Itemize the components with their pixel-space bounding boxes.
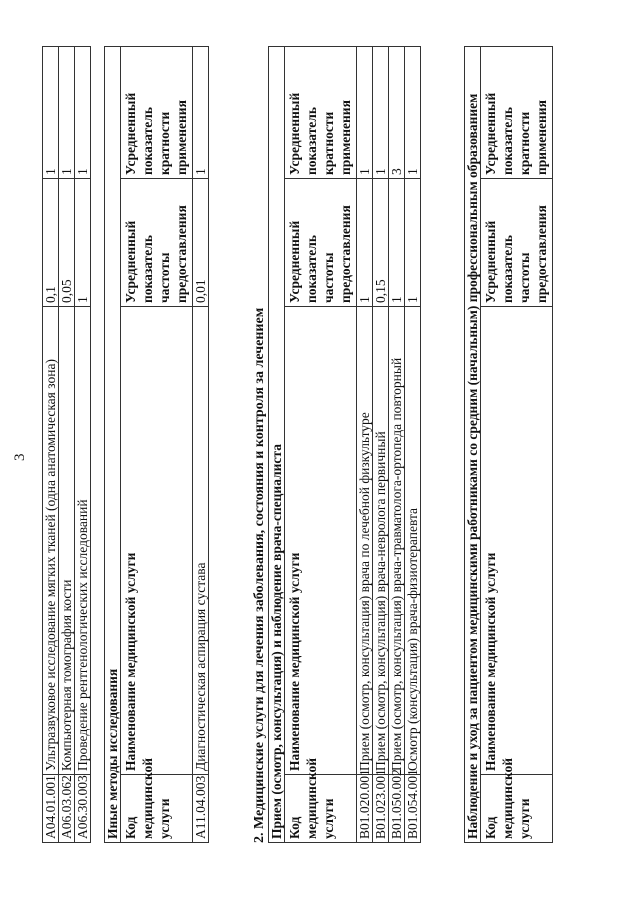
name-cell: Проведение рентгенологических исследований [75, 307, 91, 775]
code-cell: A11.04.003 [193, 775, 209, 843]
mult-cell: 1 [193, 46, 209, 178]
name-cell: Прием (осмотр, консультация) врача-невролога первичный [373, 307, 389, 775]
mult-cell: 1 [75, 47, 91, 179]
section-title: Иные методы исследования [105, 46, 121, 842]
table-continuation [42, 47, 91, 843]
table-row [389, 46, 405, 842]
freq-cell: 0,1 [43, 179, 59, 307]
code-cell: A06.30.003 [75, 775, 91, 843]
table-row [193, 46, 209, 842]
header-freq: Усредненный показатель частоты предоставления [481, 179, 553, 307]
section-subtitle: Прием (осмотр, консультация) и наблюдение врача-специалиста [269, 46, 285, 842]
freq-cell: 1 [405, 179, 421, 307]
code-cell: B01.023.001 [373, 775, 389, 843]
header-code: Код медицинской услуги [121, 775, 193, 843]
freq-cell: 1 [389, 179, 405, 307]
table-specialist-visits [268, 47, 421, 843]
header-freq: Усредненный показатель частоты предоставления [121, 179, 193, 307]
mult-cell: 1 [405, 46, 421, 178]
header-name: Наименование медицинской услуги [285, 307, 357, 775]
freq-cell: 0,15 [373, 179, 389, 307]
mult-cell: 1 [59, 47, 75, 179]
header-name: Наименование медицинской услуги [121, 307, 193, 775]
table-row [75, 47, 91, 843]
table-row [405, 46, 421, 842]
table-other-methods [104, 47, 209, 843]
page-number: 3 [12, 453, 28, 461]
header-code: Код медицинской услуги [481, 775, 553, 843]
mult-cell: 1 [43, 47, 59, 179]
code-cell: B01.054.001 [405, 775, 421, 843]
table-row [43, 47, 59, 843]
name-cell: Прием (осмотр, консультация) врача по лечебной физкультуре [357, 307, 373, 775]
freq-cell: 0,05 [59, 179, 75, 307]
table-header [121, 46, 193, 842]
header-mult: Усредненный показатель кратности применения [121, 46, 193, 178]
header-freq: Усредненный показатель частоты предоставления [285, 179, 357, 307]
name-cell: Прием (осмотр, консультация) врача-травматолога-ортопеда повторный [389, 307, 405, 775]
name-cell: Осмотр (консультация) врача-физиотерапевта [405, 307, 421, 775]
code-cell: A04.01.001 [43, 775, 59, 843]
header-code: Код медицинской услуги [285, 775, 357, 843]
section-heading: 2. Медицинские услуги для лечения заболевания, состояния и контроля за лечением [252, 307, 267, 843]
code-cell: B01.050.002 [389, 775, 405, 843]
table-header [481, 46, 553, 842]
table-nursing-care [464, 47, 553, 843]
freq-cell: 1 [75, 179, 91, 307]
name-cell: Компьютерная томография кости [59, 307, 75, 775]
mult-cell: 3 [389, 46, 405, 178]
name-cell: Ультразвуковое исследование мягких тканей (одна анатомическая зона) [43, 307, 59, 775]
table-row [373, 46, 389, 842]
section-title: Наблюдение и уход за пациентом медицинскими работниками со средним (начальным) профессиональным образованием [465, 46, 481, 842]
table-row [59, 47, 75, 843]
freq-cell: 1 [357, 179, 373, 307]
header-name: Наименование медицинской услуги [481, 307, 553, 775]
header-mult: Усредненный показатель кратности применения [285, 46, 357, 178]
table-row [357, 46, 373, 842]
header-mult: Усредненный показатель кратности применения [481, 46, 553, 178]
mult-cell: 1 [373, 46, 389, 178]
freq-cell: 0,01 [193, 179, 209, 307]
name-cell: Диагностическая аспирация сустава [193, 307, 209, 775]
code-cell: B01.020.001 [357, 775, 373, 843]
table-header [285, 46, 357, 842]
mult-cell: 1 [357, 46, 373, 178]
code-cell: A06.03.062 [59, 775, 75, 843]
